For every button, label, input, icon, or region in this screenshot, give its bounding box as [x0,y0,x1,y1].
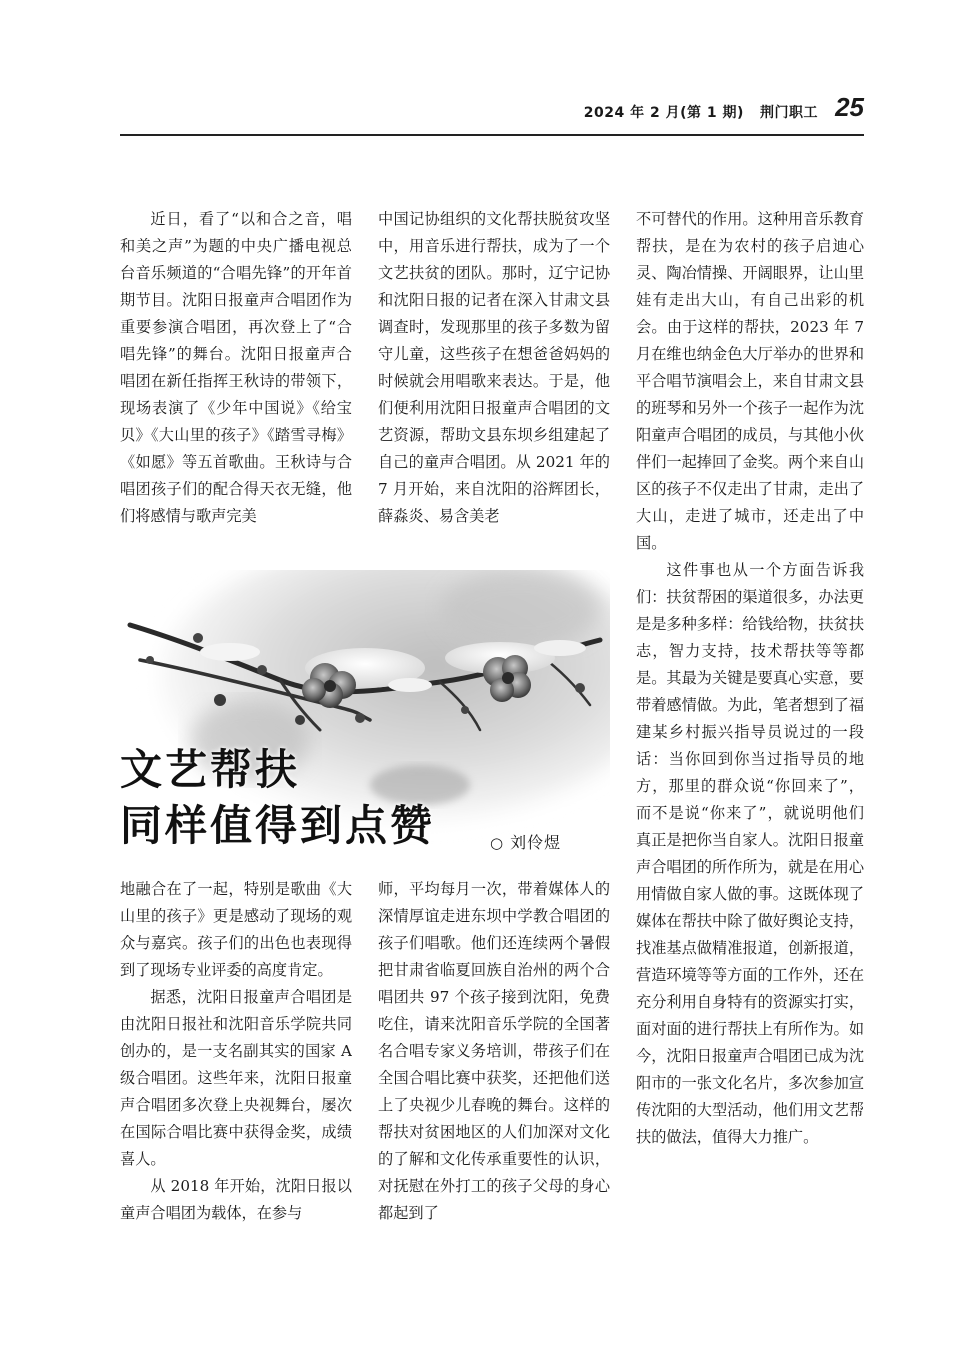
column-1-top [120,206,352,562]
paragraph: 据悉，沈阳日报童声合唱团是由沈阳日报社和沈阳音乐学院共同创办的，是一支名副其实的国家 A 级合唱团。这些年来，沈阳日报童声合唱团多次登上央视舞台，屡次在国际合唱比赛中获得金奖，成绩喜人。 [120,988,352,1168]
paragraph: 师，平均每月一次，带着媒体人的深情厚谊走进东坝中学教合唱团的孩子们唱歌。他们还连续两个暑假把甘肃省临夏回族自治州的两个合唱团共 97 个孩子接到沈阳，免费吃住，请来沈阳音乐学院的全国著名合唱专家义务培训，带孩子们在全国合唱比赛中获奖，还把他们送上了央视少儿春晚的舞台。这样的帮扶对贫困地区的人们加深对文化的了解和文化传承重要性的认识，对抚慰在外打工的孩子父母的身心都起到了 [378,880,610,1222]
paragraph: 近日，看了“以和合之音，唱和美之声”为题的中央广播电视总台音乐频道的“合唱先锋”的开年首期节目。沈阳日报童声合唱团作为重要参演合唱团，再次登上了“合唱先锋”的舞台。沈阳日报童声合唱团在新任指挥王秋诗的带领下，现场表演了《少年中国说》《给宝贝》《大山里的孩子》《踏雪寻梅》《如愿》等五首歌曲。王秋诗与合唱团孩子们的配合得天衣无缝，他们将感情与歌声完美 [120,210,352,525]
issue-date: 2024 年 2 月(第 1 期) [583,105,744,121]
column-3 [636,206,864,1264]
headline-line-1: 文艺帮扶 [120,745,301,794]
page-header [120,88,864,132]
issue-info [584,102,818,122]
page-number: 25 [835,92,864,122]
header-divider [120,134,864,136]
paragraph: 不可替代的作用。这种用音乐教育帮扶，是在为农村的孩子启迪心灵、陶冶情操、开阔眼界，让山里娃有走出大山，有自己出彩的机会。由于这样的帮扶，2023 年 7 月在维也纳金色大厅举办的世界和平合唱节演唱会上，来自甘肃文县的班琴和另外一个孩子一起作为沈阳童声合唱团的成员，与其他小伙伴们一起捧回了金奖。两个来自山区的孩子不仅走出了甘肃，走出了大山，走进了城市，还走出了中国。 [636,210,864,552]
paragraph: 从 2018 年开始，沈阳日报以童声合唱团为载体，在参与 [120,1177,352,1222]
paragraph: 中国记协组织的文化帮扶脱贫攻坚中，用音乐进行帮扶，成为了一个文艺扶贫的团队。那时，辽宁记协和沈阳日报的记者在深入甘肃文县调查时，发现那里的孩子多数为留守儿童，这些孩子在想爸爸妈妈的时候就会用唱歌来表达。于是，他们便利用沈阳日报童声合唱团的文艺资源，帮助文县东坝乡组建起了自己的童声合唱团。从 2021 年的 7 月开始，来自沈阳的浴辉团长，薛淼炎、易含美老 [378,210,610,525]
paragraph: 地融合在了一起，特别是歌曲《大山里的孩子》更是感动了现场的观众与嘉宾。孩子们的出色也表现得到了现场专业评委的高度肯定。 [120,880,352,979]
author-byline [490,830,561,853]
author-circle-mark: ○ [490,834,505,852]
column-2-top [378,206,610,562]
column-1-bottom [120,876,352,1266]
column-2-bottom [378,876,610,1266]
magazine-name: 荆门职工 [760,105,818,121]
author-name: 刘伶煜 [510,833,562,852]
headline-line-2: 同样值得到点赞 [120,801,436,850]
paragraph: 这件事也从一个方面告诉我们：扶贫帮困的渠道很多，办法更是是多种多样：给钱给物，扶贫扶志，智力支持，技术帮扶等等都是。其最为关键是要真心实意，要带着感情做。为此，笔者想到了福建某乡村振兴指导员说过的一段话：当你回到你当过指导员的地方，那里的群众说“你回来了”，而不是说“你来了”，就说明他们真正是把你当自家人。沈阳日报童声合唱团的所作所为，就是在用心用情做自家人做的事。这既体现了媒体在帮扶中除了做好舆论支持，找准基点做精准报道，创新报道，营造环境等等方面的工作外，还在充分利用自身特有的资源实打实，面对面的进行帮扶上有所作为。如今，沈阳日报童声合唱团已成为沈阳市的一张文化名片，多次参加宣传沈阳的大型活动，他们用文艺帮扶的做法，值得大力推广。 [636,561,864,1146]
